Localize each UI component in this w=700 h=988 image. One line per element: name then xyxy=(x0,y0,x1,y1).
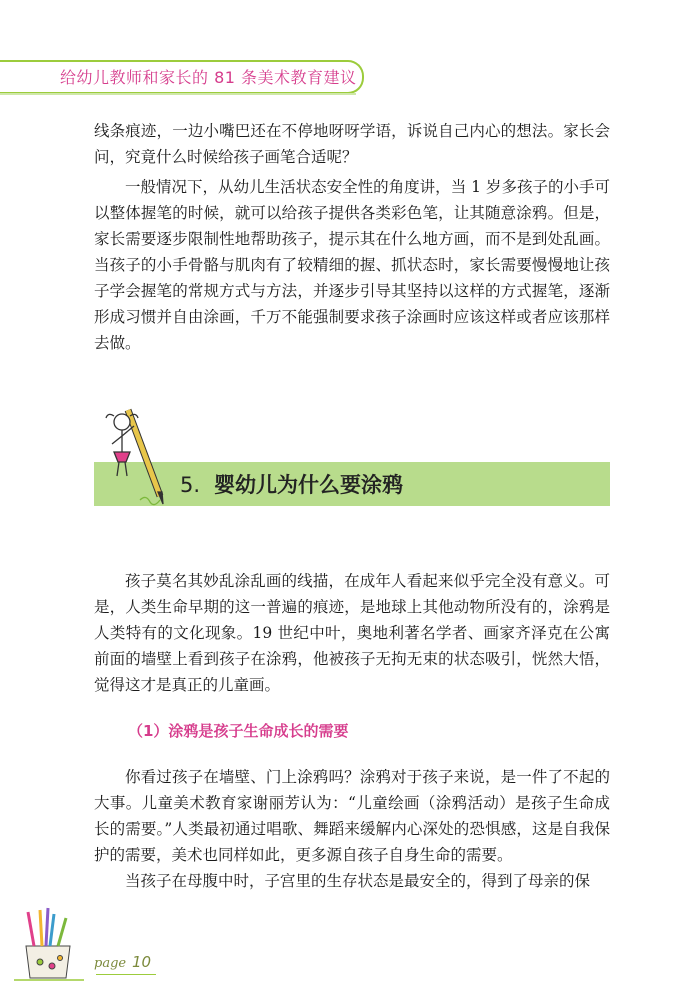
paragraph-womb: 当孩子在母腹中时，子宫里的生存状态是最安全的，得到了母亲的保 xyxy=(125,872,591,890)
header-underline xyxy=(0,93,356,95)
subsection-heading: （1）涂鸦是孩子生命成长的需要 xyxy=(128,722,349,740)
paragraph-doodle-intro: 孩子莫名其妙乱涂乱画的线描，在成年人看起来似乎完全没有意义。可是，人类生命早期的这一普遍的痕迹，是地球上其他动物所没有的，涂鸦是人类特有的文化现象。19 世纪中叶，奥地利著名学者、画家齐泽克在公寓前面的墙壁上看到孩子在涂鸦，他被孩子无拘无束的状态吸引，恍然大悟，觉得这才是真正的儿童画。 xyxy=(94,572,610,694)
section-title-text: 婴幼儿为什么要涂鸦 xyxy=(214,473,404,497)
page-number: 10 xyxy=(132,953,152,971)
footer-rule xyxy=(96,974,156,975)
section-heading xyxy=(180,469,403,499)
section-number: 5. xyxy=(180,473,201,497)
pencil-cup-decoration-icon xyxy=(4,906,114,984)
running-header-title: 给幼儿教师和家长的 81 条美术教育建议 xyxy=(60,68,357,87)
running-header xyxy=(0,60,364,94)
paragraph-doodle-need: 你看过孩子在墙壁、门上涂鸦吗？涂鸦对于孩子来说，是一件了不起的大事。儿童美术教育家谢丽芳认为：“儿童绘画（涂鸦活动）是孩子生命成长的需要。”人类最初通过唱歌、舞蹈来缓解内心深处的恐惧感，这是自我保护的需要，美术也同样如此，更多源自孩子自身生命的需要。 xyxy=(94,768,610,864)
paragraph-continued: 线条痕迹，一边小嘴巴还在不停地呀呀学语，诉说自己内心的想法。家长会问，究竟什么时候给孩子画笔合适呢？ xyxy=(94,122,610,166)
girl-with-pencil-icon xyxy=(100,400,178,510)
paragraph-group xyxy=(94,764,610,894)
paragraph-pen-age: 一般情况下，从幼儿生活状态安全性的角度讲，当 1 岁多孩子的小手可以整体握笔的时候，就可以给孩子提供各类彩色笔，让其随意涂鸦。但是，家长需要逐步限制性地帮助孩子，提示其在什么地方画，而不是到处乱画。当孩子的小手骨骼与肌肉有了较精细的握、抓状态时，家长需要慢慢地让孩子学会握笔的常规方式与方法，并逐步引导其坚持以这样的方式握笔，逐渐形成习惯并自由涂画，千万不能强制要求孩子涂画时应该这样或者应该那样去做。 xyxy=(94,178,610,352)
page-label: page xyxy=(94,956,127,971)
